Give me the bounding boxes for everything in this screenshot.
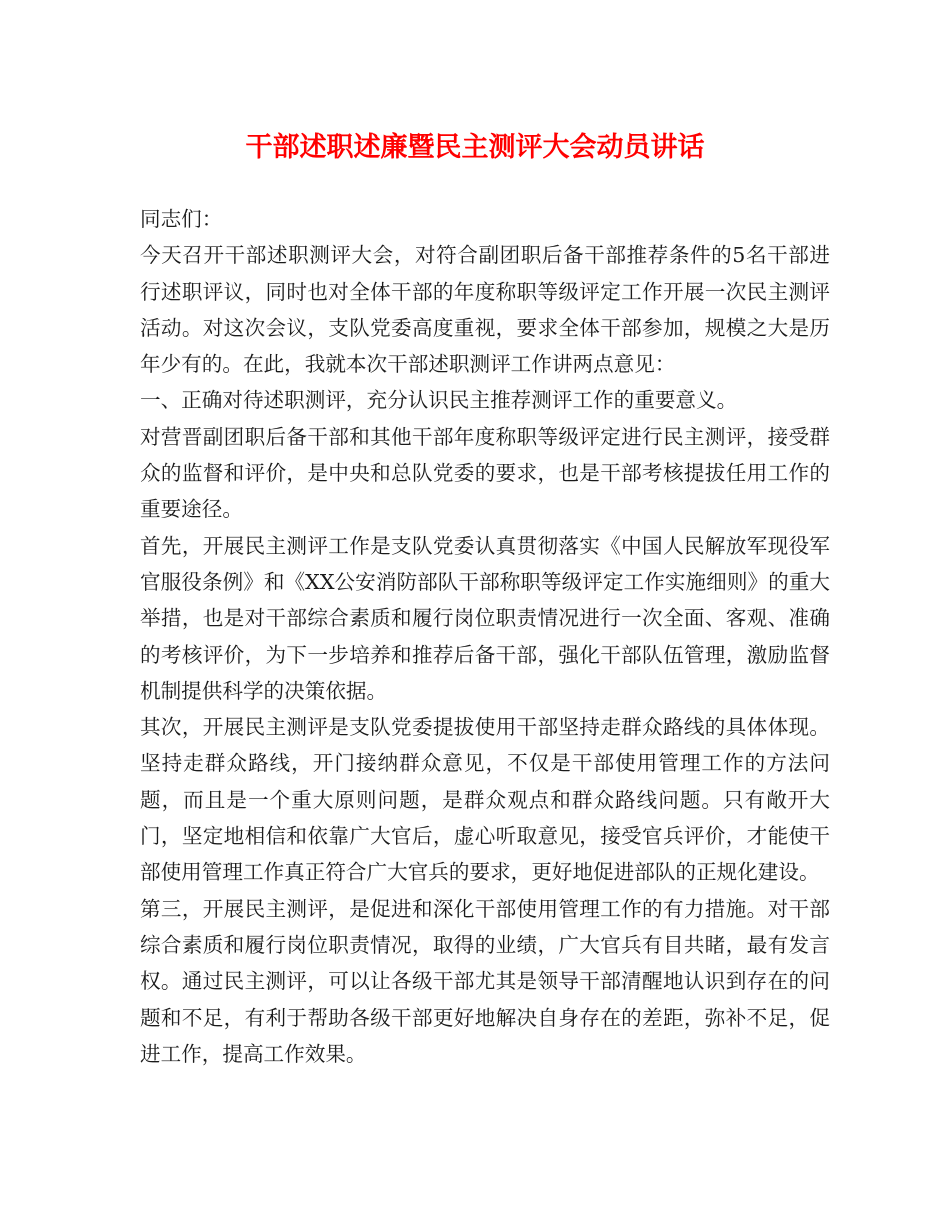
paragraph-intro: 今天召开干部述职测评大会，对符合副团职后备干部推荐条件的5名干部进行述职评议，同时也对全体干部的年度称职等级评定工作开展一次民主测评活动。对这次会议，支队党委高度重视，要求全体干部参加，规模之大是历年少有的。在此，我就本次干部述职测评工作讲两点意见： xyxy=(140,243,830,377)
paragraph-first: 首先，开展民主测评工作是支队党委认真贯彻落实《中国人民解放军现役军官服役条例》和《XX公安消防部队干部称职等级评定工作实施细则》的重大举措，也是对干部综合素质和履行岗位职责情况进行一次全面、客观、准确的考核评价，为下一步培养和推荐后备干部，强化干部队伍管理，激励监督机制提供科学的决策依据。 xyxy=(140,533,830,703)
section-heading-1: 一、正确对待述职测评，充分认识民主推荐测评工作的重要意义。 xyxy=(140,388,738,413)
paragraph-overview: 对营晋副团职后备干部和其他干部年度称职等级评定进行民主测评，接受群众的监督和评价，是中央和总队党委的要求，也是干部考核提拔任用工作的重要途径。 xyxy=(140,424,830,522)
salutation: 同志们： xyxy=(140,207,223,231)
paragraph-third: 第三，开展民主测评，是促进和深化干部使用管理工作的有力措施。对干部综合素质和履行岗位职责情况，取得的业绩，广大官兵有目共睹，最有发言权。通过民主测评，可以让各级干部尤其是领导干部清醒地认识到存在的问题和不足，有利于帮助各级干部更好地解决自身存在的差距，弥补不足，促进工作，提高工作效果。 xyxy=(140,896,830,1066)
document-title: 干部述职述廉暨民主测评大会动员讲话 xyxy=(245,132,705,163)
paragraph-second: 其次，开展民主测评是支队党委提拔使用干部坚持走群众路线的具体体现。坚持走群众路线，开门接纳群众意见，不仅是干部使用管理工作的方法问题，而且是一个重大原则问题，是群众观点和群众路线问题。只有敞开大门，坚定地相信和依靠广大官后，虚心听取意见，接受官兵评价，才能使干部使用管理工作真正符合广大官兵的要求，更好地促进部队的正规化建设。 xyxy=(140,715,830,885)
document-body xyxy=(140,201,830,1072)
